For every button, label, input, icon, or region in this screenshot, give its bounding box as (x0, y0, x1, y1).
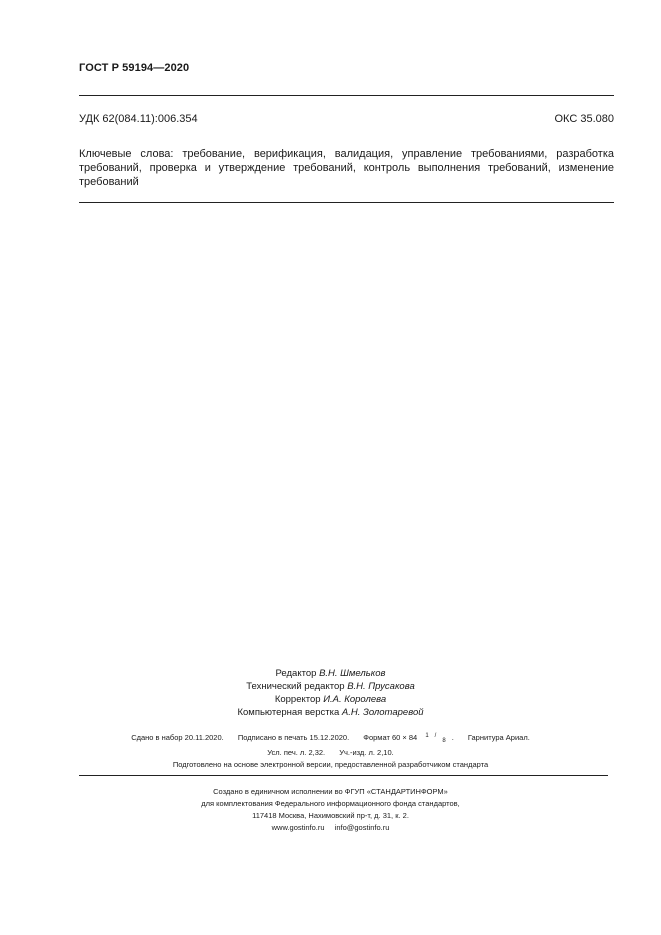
proofreader-name: И.А. Королева (323, 694, 387, 705)
layout-name: А.Н. Золотаревой (341, 707, 424, 718)
pub-sheets: Уч.-изд. л. 2,10. (339, 748, 394, 757)
document-title: ГОСТ Р 59194—2020 (79, 62, 190, 74)
prepared-note: Подготовлено на основе электронной версии, предоставленной разработчиком стандарта (172, 760, 489, 769)
format-info (363, 733, 454, 742)
layout-row (0, 706, 661, 719)
tech-editor-name: В.Н. Прусакова (347, 681, 415, 692)
publisher-address: 117418 Москва, Нахимовский пр-т, д. 31, к. 2. (252, 811, 409, 820)
credits-block (0, 667, 661, 719)
tech-editor-label: Технический редактор (246, 681, 345, 692)
tech-editor-row (0, 680, 661, 693)
udk-code: УДК 62(084.11):006.354 (79, 113, 198, 125)
top-divider (79, 95, 614, 96)
keywords-paragraph: Ключевые слова: требование, верификация, валидация, управление требованиями, разработка требований, проверка и утверждение требований, контроль выполнения требований, изменение требований (79, 148, 614, 188)
bottom-divider (79, 775, 608, 776)
proofreader-row (0, 693, 661, 706)
imprint-block (0, 730, 661, 771)
imprint-line-2 (0, 747, 661, 759)
signed-date: Подписано в печать 15.12.2020. (237, 733, 350, 742)
layout-label: Компьютерная верстка (237, 707, 340, 718)
format-suffix: . (451, 733, 454, 742)
created-note: Создано в единичном исполнении во ФГУП «СТАНДАРТИНФОРМ» (213, 787, 448, 796)
print-sheets: Усл. печ. л. 2,32. (267, 748, 326, 757)
keywords-divider (79, 202, 614, 203)
typeface-info: Гарнитура Ариал. (467, 733, 530, 742)
format-label: Формат 60 × 84 (363, 733, 418, 742)
editor-row (0, 667, 661, 680)
submitted-date: Сдано в набор 20.11.2020. (131, 733, 224, 742)
website-link[interactable]: www.gostinfo.ru (271, 823, 325, 832)
publisher-block (0, 786, 661, 834)
imprint-line-1 (0, 730, 661, 747)
purpose-note: для комплектования Федерального информационного фонда стандартов, (201, 799, 460, 808)
editor-name: В.Н. Шмельков (319, 668, 386, 679)
contacts-row (0, 822, 661, 834)
format-fraction: 1 /8 (425, 733, 446, 744)
email-link[interactable]: info@gostinfo.ru (334, 823, 390, 832)
format-denominator: 8 (442, 738, 446, 744)
oks-code: ОКС 35.080 (554, 113, 614, 125)
editor-label: Редактор (275, 668, 317, 679)
proofreader-label: Корректор (274, 694, 321, 705)
format-numerator: 1 (425, 733, 429, 739)
